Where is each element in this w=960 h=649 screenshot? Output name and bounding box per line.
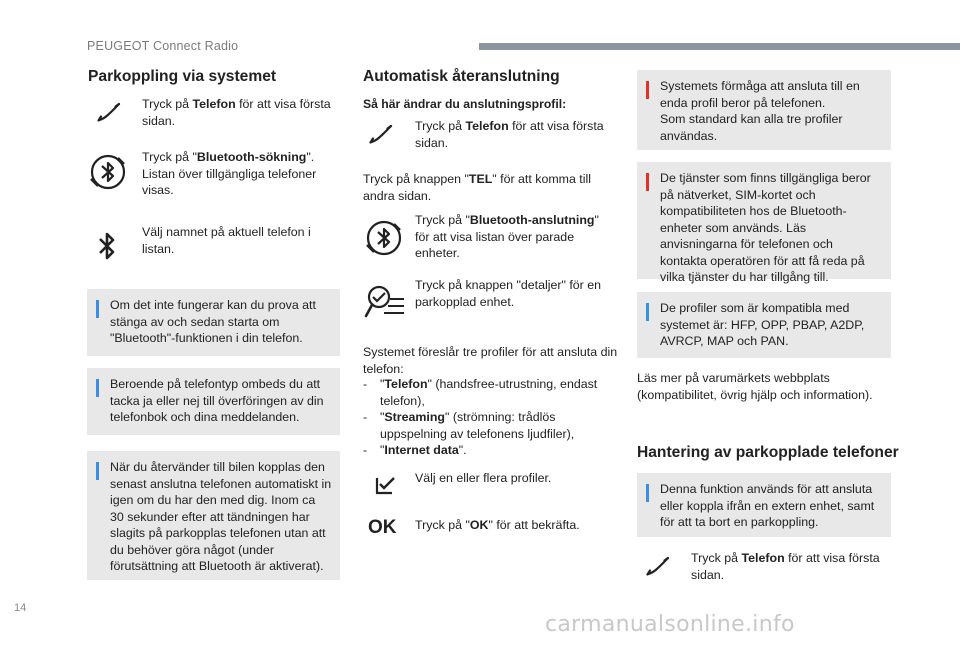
warning-note: De tjänster som finns tillgängliga beror på nätverket, SIM-kortet och kompatibiliteten hos de Bluetooth-enheter som används. Läs anvisningarna för telefonen och kontakta operatören för att få reda på vilka tjänster du har tillgång till. <box>637 162 891 279</box>
info-marker-icon <box>96 379 99 397</box>
bluetooth-search-icon <box>364 218 404 258</box>
ok-icon: OK <box>368 517 397 538</box>
header-bar <box>479 43 960 50</box>
step-press-phone: Tryck på Telefon för att visa första sidan. <box>142 97 331 128</box>
list-item: - "Telefon" (handsfree-utrustning, endast telefon), <box>363 376 623 409</box>
step-bluetooth-connection: Tryck på "Bluetooth-anslutning" för att visa listan över parade enheter. <box>415 213 599 260</box>
warning-marker-icon <box>646 81 649 99</box>
heading-pairing-via-system: Parkoppling via systemet <box>88 68 277 85</box>
subheading-change-profile: Så här ändrar du anslutningsprofil: <box>363 97 567 111</box>
info-note: Om det inte fungerar kan du prova att stänga av och sedan starta om "Bluetooth"-funktionen i din telefon. <box>87 289 340 356</box>
bluetooth-search-icon <box>88 152 128 192</box>
paragraph-profiles-intro: Systemet föreslår tre profiler för att ansluta din telefon: <box>363 345 618 376</box>
step-select-phone: Välj namnet på aktuell telefon i listan. <box>142 225 311 256</box>
warning-marker-icon <box>646 173 649 191</box>
info-note: När du återvänder till bilen kopplas den senast anslutna telefonen automatiskt in igen om du har den med dig. Inom ca 30 sekunder efter att tändningen har slagits på parkopplas telefonen utan att du behöver göra något (under förutsättning att Bluetooth är aktiverat). <box>87 451 340 580</box>
step-bluetooth-search: Tryck på "Bluetooth-sökning". Listan över tillgängliga telefoner visas. <box>142 150 317 197</box>
phone-handset-icon <box>369 124 395 144</box>
step-press-ok: Tryck på "OK" för att bekräfta. <box>415 518 580 532</box>
warning-note: Systemets förmåga att ansluta till en enda profil beror på telefonen. Som standard kan alla tre profiler användas. <box>637 70 891 150</box>
phone-handset-icon <box>646 556 672 576</box>
heading-auto-reconnect: Automatisk återanslutning <box>363 68 560 85</box>
info-marker-icon <box>646 303 649 321</box>
step-press-phone: Tryck på Telefon för att visa första sidan. <box>415 119 604 150</box>
bluetooth-icon <box>97 231 117 261</box>
step-select-profiles: Välj en eller flera profiler. <box>415 471 552 485</box>
profile-list <box>363 376 623 459</box>
info-note: Denna funktion används för att ansluta eller koppla ifrån en extern enhet, samt för att ta bort en parkoppling. <box>637 473 891 537</box>
paragraph-website: Läs mer på varumärkets webbplats (kompatibilitet, övrig hjälp och information). <box>637 371 873 402</box>
device-details-icon <box>364 283 406 321</box>
info-marker-icon <box>646 484 649 502</box>
watermark: carmanualsonline.info <box>545 612 795 637</box>
list-item: - "Internet data". <box>363 442 623 459</box>
info-marker-icon <box>96 300 99 318</box>
checkbox-checked-icon <box>375 474 397 496</box>
step-press-phone: Tryck på Telefon för att visa första sidan. <box>691 551 880 582</box>
page-number: 14 <box>14 602 27 614</box>
phone-handset-icon <box>97 102 123 122</box>
list-item: - "Streaming" (strömning: trådlös uppspelning av telefonens ljudfiler), <box>363 409 623 442</box>
info-note: Beroende på telefontyp ombeds du att tacka ja eller nej till överföringen av din telefonbok och dina meddelanden. <box>87 368 340 435</box>
paragraph-press-tel: Tryck på knappen "TEL" för att komma till andra sidan. <box>363 172 592 203</box>
info-marker-icon <box>96 462 99 480</box>
step-details: Tryck på knappen "detaljer" för en parkopplad enhet. <box>415 278 602 309</box>
heading-manage-paired-phones: Hantering av parkopplade telefoner <box>637 444 899 461</box>
running-header: PEUGEOT Connect Radio <box>87 39 239 53</box>
info-note: De profiler som är kompatibla med systemet är: HFP, OPP, PBAP, A2DP, AVRCP, MAP och PAN. <box>637 292 891 358</box>
